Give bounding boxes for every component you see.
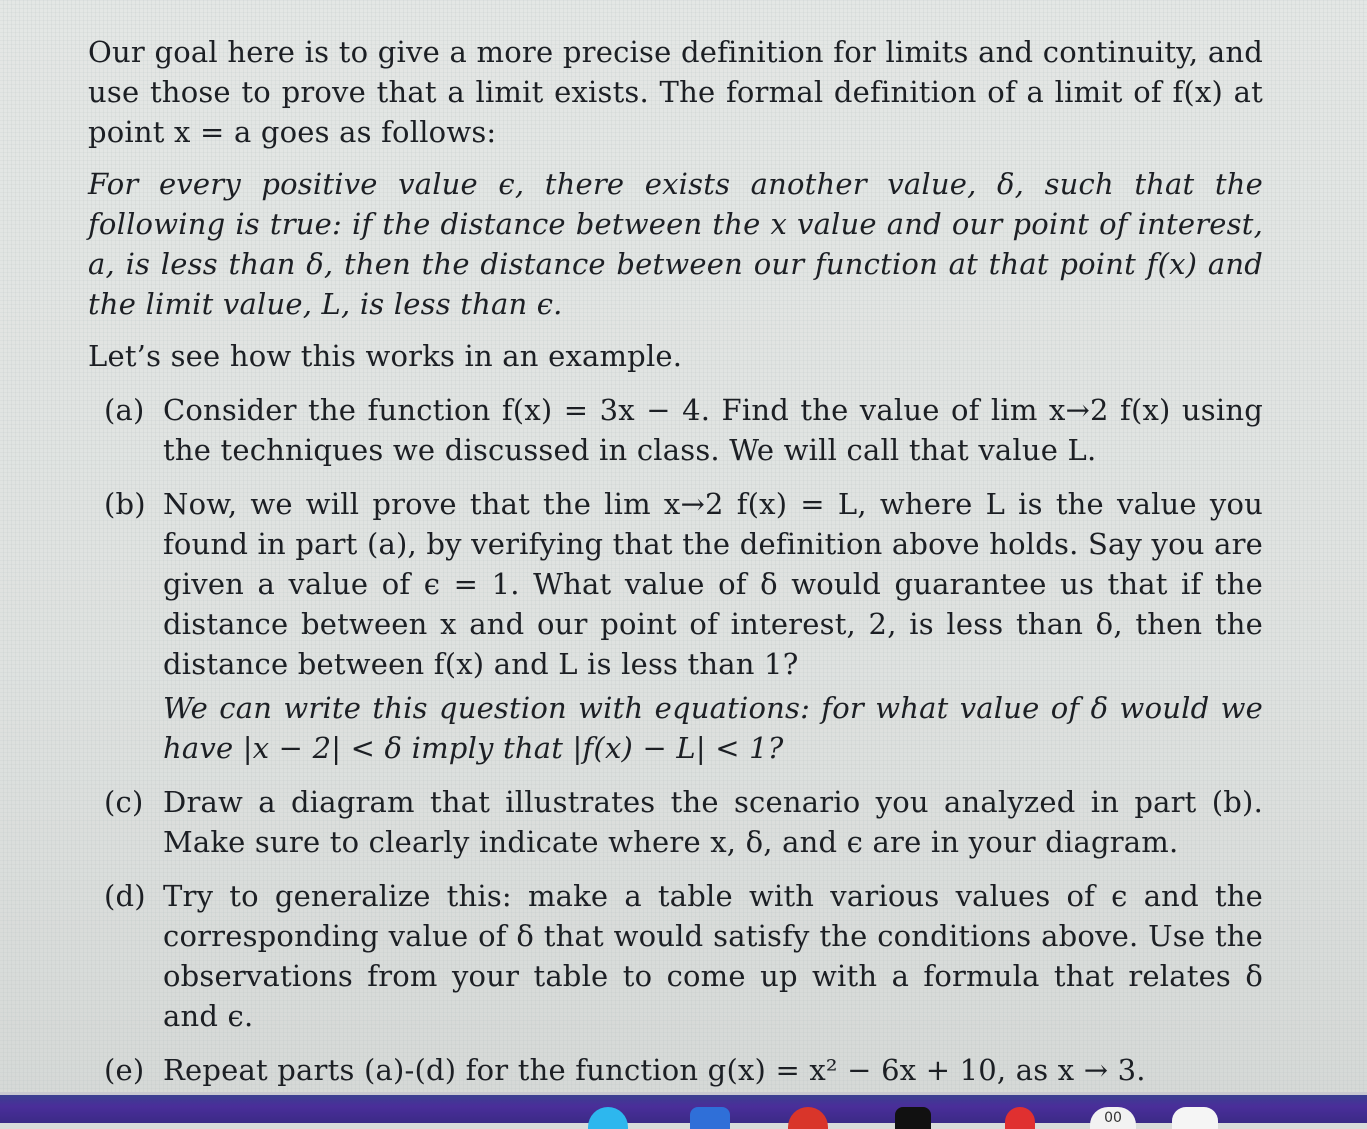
item-label: (b) [104,487,146,521]
badge-icon[interactable]: 00 [1090,1107,1136,1129]
taskbar [0,1092,1367,1126]
intro-paragraph: Our goal here is to give a more precise definition for limits and continuity, and use those to prove that a limit exists. The formal definition of a limit of f(x) at point x = a goes as follows: [88,35,1263,149]
document [88,32,1263,1096]
example-intro: Let’s see how this works in an example. [88,339,683,373]
item-text: Now, we will prove that the lim x→2 f(x) = L, where L is the value you found in part (a), by verifying that the definition above holds. Say you are given a value of ϵ = 1. What value of δ would guarantee us that if the distance between x and our point of interest, 2, is less than δ, then the distance between f(x) and L is less than 1? [163,487,1263,681]
item-label: (a) [104,393,145,427]
definition-paragraph: For every positive value ϵ, there exists another value, δ, such that the following is true: if the distance between the x value and our point of interest, a, is less than δ, then the distance between our function at that point f(x) and the limit value, L, is less than ϵ. [88,167,1263,321]
item-subtext: We can write this question with equations: for what value of δ would we have |x − 2| < δ imply that |f(x) − L| < 1? [163,691,1263,765]
item-text: Repeat parts (a)-(d) for the function g(x) = x² − 6x + 10, as x → 3. [163,1053,1146,1087]
item-text: Consider the function f(x) = 3x − 4. Find the value of lim x→2 f(x) using the techniques we discussed in class. We will call that value L. [163,393,1263,467]
list-item-d [88,876,1263,1036]
item-text: Try to generalize this: make a table with various values of ϵ and the corresponding value of δ that would satisfy the conditions above. Use the observations from your table to come up with a formula that relates δ and ϵ. [163,879,1263,1033]
list-item-e [88,1050,1263,1090]
item-label: (d) [104,879,146,913]
terminal-icon[interactable] [895,1107,931,1129]
list-item-c [88,782,1263,862]
browser-icon[interactable] [588,1107,628,1129]
notification-icon[interactable] [1005,1107,1035,1129]
window-icon[interactable] [1172,1107,1218,1129]
item-label: (e) [104,1053,145,1087]
item-label: (c) [104,785,144,819]
app-icon[interactable] [690,1107,730,1129]
chrome-icon[interactable] [788,1107,828,1129]
item-text: Draw a diagram that illustrates the scenario you analyzed in part (b). Make sure to clearly indicate where x, δ, and ϵ are in your diagram. [163,785,1263,859]
list-item-b [88,484,1263,768]
list-item-a [88,390,1263,470]
